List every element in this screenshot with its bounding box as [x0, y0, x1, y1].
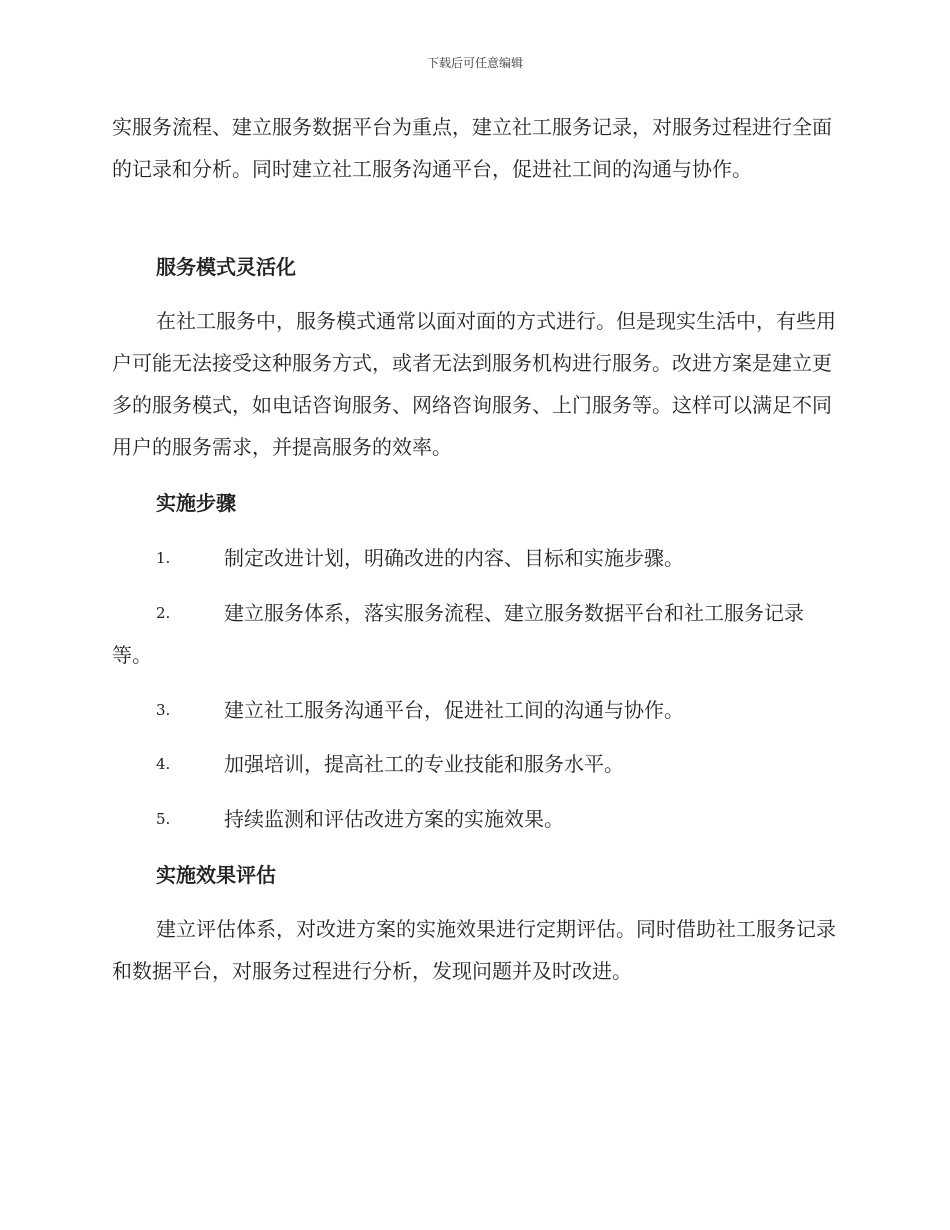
list-item	[112, 537, 837, 579]
section-heading-steps: 实施步骤	[156, 491, 236, 515]
list-item	[112, 592, 837, 676]
list-item-number: 1.	[156, 549, 171, 567]
list-item-number: 3.	[156, 701, 171, 719]
list-item	[112, 798, 837, 840]
list-item-number: 4.	[156, 755, 171, 773]
list-item	[112, 743, 837, 785]
list-item-number: 5.	[156, 810, 171, 828]
list-item-text: 建立社工服务沟通平台，促进社工间的沟通与协作。	[224, 698, 684, 722]
intro-paragraph: 实服务流程、建立服务数据平台为重点，建立社工服务记录，对服务过程进行全面的记录和分析。同时建立社工服务沟通平台，促进社工间的沟通与协作。	[112, 115, 832, 181]
list-item-number: 2.	[156, 604, 171, 622]
list-item-text: 持续监测和评估改进方案的实施效果。	[224, 807, 564, 831]
list-item-text: 建立服务体系，落实服务流程、建立服务数据平台和社工服务记录等。	[112, 601, 804, 667]
section-heading-evaluation: 实施效果评估	[156, 863, 276, 887]
section-body-evaluation: 建立评估体系，对改进方案的实施效果进行定期评估。同时借助社工服务记录和数据平台，对服务过程进行分析，发现问题并及时改进。	[112, 917, 836, 983]
list-item	[112, 689, 837, 731]
list-item-text: 加强培训，提高社工的专业技能和服务水平。	[224, 752, 624, 776]
section-heading-flexible: 服务模式灵活化	[156, 255, 296, 279]
section-body-flexible: 在社工服务中，服务模式通常以面对面的方式进行。但是现实生活中，有些用户可能无法接受这种服务方式，或者无法到服务机构进行服务。改进方案是建立更多的服务模式，如电话咨询服务、网络咨询服务、上门服务等。这样可以满足不同用户的服务需求，并提高服务的效率。	[112, 309, 836, 459]
list-item-text: 制定改进计划，明确改进的内容、目标和实施步骤。	[224, 546, 684, 570]
page-header: 下载后可任意编辑	[426, 56, 523, 70]
